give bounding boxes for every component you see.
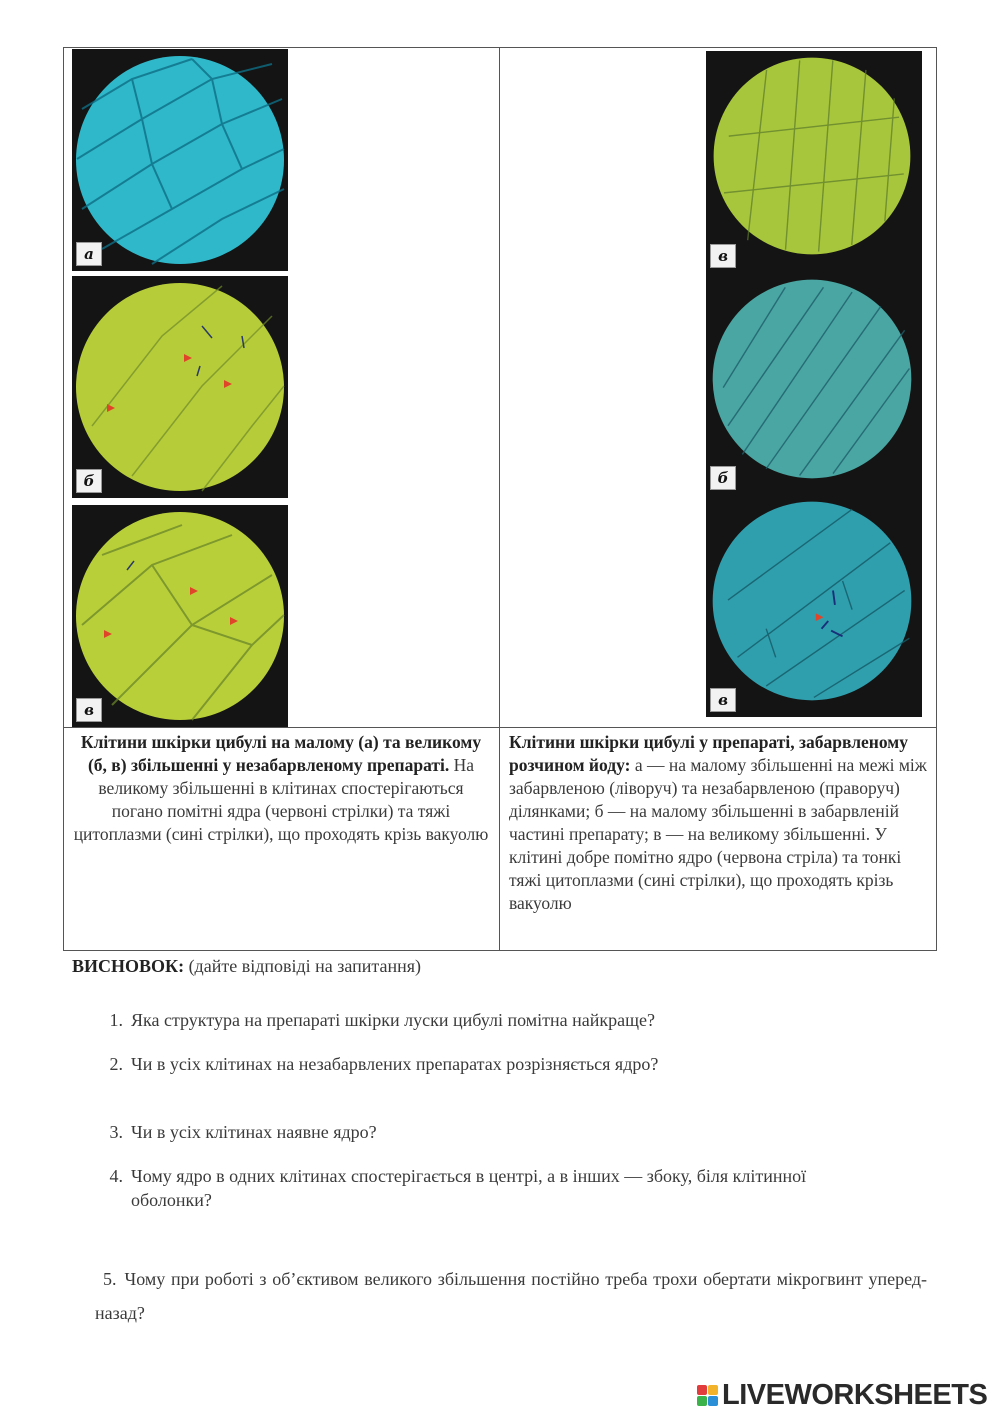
- question-text: Чому ядро в одних клітинах спостерігається в центрі, а в інших — збоку, біля клітинної: [131, 1166, 807, 1186]
- logo-square: [708, 1385, 718, 1395]
- table-column-divider: [499, 47, 500, 951]
- question-1: [93, 1008, 655, 1032]
- question-text: Чому при роботі з об’єктивом великого збільшення постійно треба трохи обертати мікрогвинт уперед-назад?: [95, 1269, 927, 1323]
- liveworksheets-logo[interactable]: [697, 1378, 987, 1412]
- right-caption-text: а — на малому збільшенні на межі між забарвленою (ліворуч) та незабарвленою (праворуч) ділянками; б — на малому збільшенні в забарвленій частині препарату; в — на великому збільшенні. У клітині добре помітно ядро (червона стріла) та тонкі тяжі цитоплазми (сині стрілки), що проходять крізь вакуолю: [509, 755, 927, 913]
- micrograph-label: в: [76, 698, 102, 722]
- micrograph-label: в: [710, 244, 736, 268]
- question-5: [95, 1262, 927, 1330]
- logo-square: [697, 1385, 707, 1395]
- micrograph-left-a: [72, 49, 288, 271]
- question-number: 1.: [109, 1010, 123, 1030]
- question-2: [93, 1052, 658, 1076]
- micrograph-right-2: [706, 273, 922, 495]
- micrograph-right-3: [706, 495, 922, 717]
- question-text: Чи в усіх клітинах на незабарвлених препаратах розрізняється ядро?: [131, 1054, 659, 1074]
- micrograph-label: а: [76, 242, 102, 266]
- question-text-continued: оболонки?: [131, 1190, 212, 1210]
- conclusion-heading: [72, 956, 421, 977]
- right-caption-title: Клітини шкірки цибулі у препараті, забарвленому розчином йоду:: [509, 732, 908, 775]
- question-number: 4.: [109, 1166, 123, 1186]
- logo-squares-icon: [697, 1385, 718, 1406]
- left-caption: [72, 731, 490, 846]
- conclusion-subtitle: (дайте відповіді на запитання): [184, 956, 422, 976]
- micrograph-label: в: [710, 688, 736, 712]
- right-caption: [509, 731, 929, 915]
- micrograph-label: б: [710, 466, 736, 490]
- left-caption-text: На великому збільшенні в клітинах спостерігаються погано помітні ядра (червоні стрілки) та тяжі цитоплазми (сині стрілки), що проходять крізь вакуолю: [73, 755, 489, 844]
- conclusion-title: ВИСНОВОК:: [72, 956, 185, 976]
- question-number: 3.: [109, 1122, 123, 1142]
- micrograph-label: б: [76, 469, 102, 493]
- micrograph-left-c: [72, 505, 288, 727]
- table-row-divider: [63, 727, 937, 728]
- logo-text: LIVEWORKSHEETS: [722, 1378, 988, 1411]
- question-text: Чи в усіх клітинах наявне ядро?: [131, 1122, 377, 1142]
- question-number: 2.: [109, 1054, 123, 1074]
- left-caption-title: Клітини шкірки цибулі на малому (а) та великому (б, в) збільшенні у незабарвленому препараті.: [80, 732, 482, 775]
- question-4: [93, 1164, 923, 1212]
- question-3: [93, 1120, 377, 1144]
- logo-square: [708, 1396, 718, 1406]
- micrograph-right-1: [706, 51, 922, 273]
- micrograph-left-b: [72, 276, 288, 498]
- logo-square: [697, 1396, 707, 1406]
- question-text: Яка структура на препараті шкірки луски цибулі помітна найкраще?: [131, 1010, 655, 1030]
- question-number: 5.: [103, 1269, 117, 1289]
